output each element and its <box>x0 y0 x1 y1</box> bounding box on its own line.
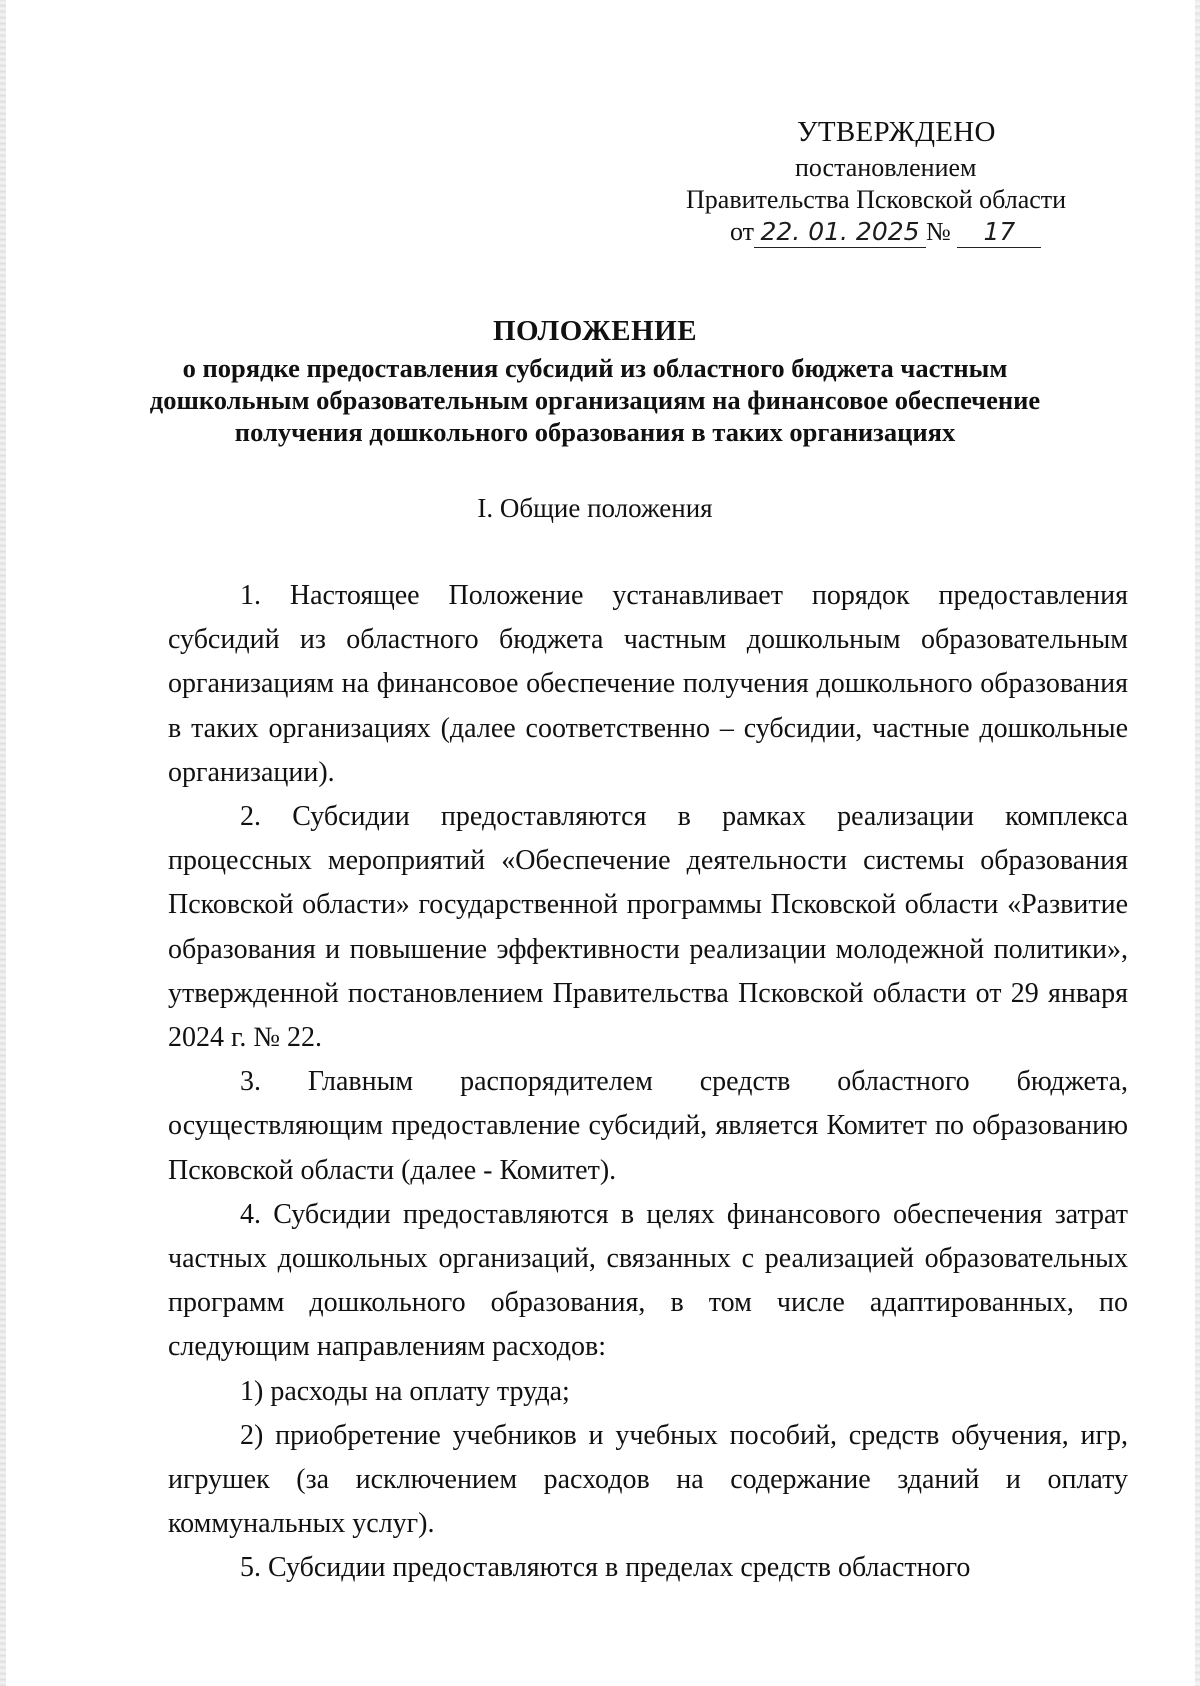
title-subtitle: о порядке предоставления субсидий из областного бюджета частным дошкольным образовательным организациям на финансовое обеспечение получения дошкольного образования в таких организациях <box>149 353 1041 447</box>
paragraph-5: 5. Субсидии предоставляются в пределах средств областного <box>240 1552 971 1584</box>
approval-block <box>660 112 1120 252</box>
section-heading: I. Общие положения <box>477 493 713 523</box>
paragraph-1: 1. Настоящее Положение устанавливает порядок предоставления субсидий из областного бюджета частным дошкольным образовательным организациям на финансовое обеспечение получения дошкольного образования в таких организациях (далее соответственно – субсидии, частные дошкольные организации). <box>168 580 1128 788</box>
paragraph-4: 4. Субсидии предоставляются в целях финансового обеспечения затрат частных дошкольных организаций, связанных с реализацией образовательных программ дошкольного образования, в том числе адаптированных, по следующим направлениям расходов: <box>168 1198 1128 1363</box>
handwritten-number: 17 <box>957 217 1041 248</box>
paragraph-3: 3. Главным распорядителем средств областного бюджета, осуществляющим предоставление субсидий, является Комитет по образованию Псковской области (далее - Комитет). <box>168 1066 1128 1186</box>
scan-edge-left <box>0 0 6 1686</box>
approval-heading: УТВЕРЖДЕНО <box>797 116 996 148</box>
paragraph-4-item-1: 1) расходы на оплату труда; <box>240 1375 570 1407</box>
approval-date-line <box>660 216 1120 252</box>
document-title <box>130 312 1060 448</box>
handwritten-date: 22. 01. 2025 <box>754 217 926 248</box>
title-main: ПОЛОЖЕНИЕ <box>492 315 698 347</box>
scan-edge-right <box>1195 0 1200 1686</box>
approval-line-government: Правительства Псковской области <box>686 185 1067 214</box>
number-prefix: № <box>926 217 951 246</box>
paragraph-4-item-2: 2) приобретение учебников и учебных пособий, средств обучения, игр, игрушек (за исключением расходов на содержание зданий и оплату коммунальных услуг). <box>168 1419 1128 1540</box>
approval-line-resolution: постановлением <box>795 153 977 182</box>
date-prefix: от <box>730 217 755 246</box>
paragraph-2: 2. Субсидии предоставляются в рамках реализации комплекса процессных мероприятий «Обеспечение деятельности системы образования Псковской области» государственной программы Псковской области «Развитие образования и повышение эффективности реализации молодежной политики», утвержденной постановлением Правительства Псковской области от 29 января 2024 г. № 22. <box>168 801 1128 1054</box>
document-body <box>168 574 1128 1591</box>
